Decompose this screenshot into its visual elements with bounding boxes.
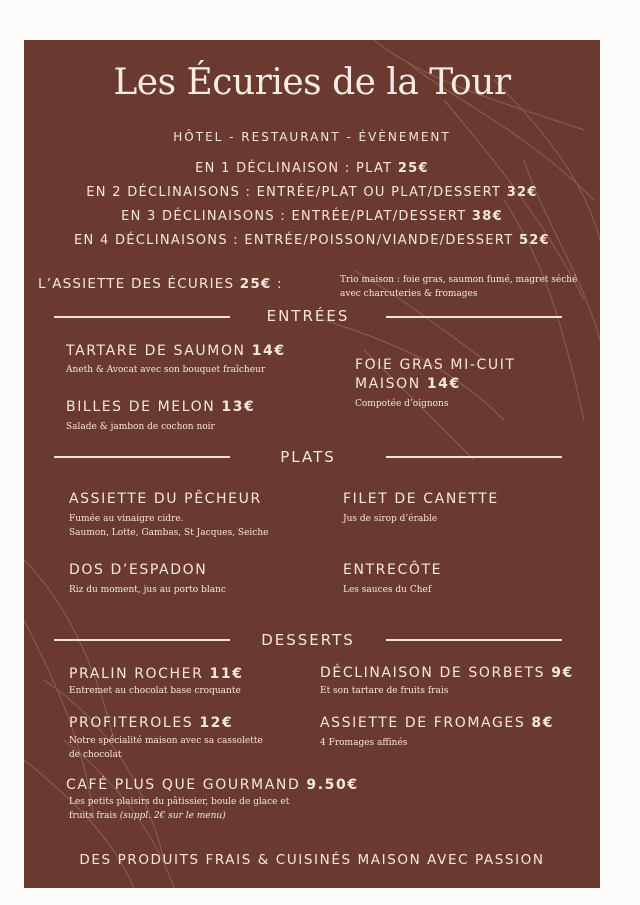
item-assiette-pecheur: ASSIETTE DU PÊCHEUR: [69, 491, 262, 507]
footer-tagline: DES PRODUITS FRAIS & CUISINÉS MAISON AVEC PASSION: [79, 852, 545, 868]
section-desserts: DESSERTS: [261, 631, 355, 649]
divider-left: [54, 316, 230, 318]
item-desc: 4 Fromages affinés: [320, 738, 408, 748]
item-foie-gras-line2: MAISON 14€: [355, 376, 461, 392]
assiette-desc: Trio maison : foie gras, saumon fumé, magret séché avec charcuteries & fromages: [340, 275, 578, 299]
item-filet-canette: FILET DE CANETTE: [343, 491, 499, 507]
item-desc: Compotée d’oignons: [355, 399, 449, 409]
item-desc: Les petits plaisirs du pâtissier, boule de glace et: [69, 797, 290, 807]
divider-right: [386, 456, 562, 458]
item-desc: Jus de sirop d’érable: [343, 514, 438, 524]
divider-right: [386, 316, 562, 318]
item-desc: Riz du moment, jus au porto blanc: [69, 585, 226, 595]
item-tartare-saumon: TARTARE DE SAUMON 14€: [66, 343, 286, 359]
item-profiteroles: PROFITEROLES 12€: [69, 715, 234, 731]
menu-card: [24, 40, 600, 888]
item-desc: Les sauces du Chef: [343, 585, 432, 595]
item-billes-melon: BILLES DE MELON 13€: [66, 399, 256, 415]
item-entrecote: ENTRECÔTE: [343, 562, 443, 578]
formula-4: EN 4 DÉCLINAISONS : ENTRÉE/POISSON/VIANDE/DESSERT 52€: [74, 233, 550, 248]
item-fromages: ASSIETTE DE FROMAGES 8€: [320, 715, 555, 731]
item-pralin-rocher: PRALIN ROCHER 11€: [69, 666, 244, 682]
item-cafe-gourmand: CAFÉ PLUS QUE GOURMAND 9.50€: [66, 777, 359, 793]
item-desc: Entremet au chocolat base croquante: [69, 686, 241, 696]
item-foie-gras-line1: FOIE GRAS MI-CUIT: [355, 357, 516, 373]
formula-3: EN 3 DÉCLINAISONS : ENTRÉE/PLAT/DESSERT 38€: [121, 209, 503, 224]
section-plats: PLATS: [280, 448, 336, 466]
formula-2: EN 2 DÉCLINAISONS : ENTRÉE/PLAT OU PLAT/DESSERT 32€: [86, 185, 538, 200]
item-desc: Salade & jambon de cochon noir: [66, 422, 215, 432]
divider-right: [386, 639, 562, 641]
item-desc: Aneth & Avocat avec son bouquet fraîcheur: [66, 365, 266, 375]
section-entrees: ENTRÉES: [266, 307, 350, 325]
formula-1: EN 1 DÉCLINAISON : PLAT 25€: [195, 161, 429, 176]
subtitle: HÔTEL - RESTAURANT - ÉVÈNEMENT: [173, 130, 451, 144]
item-desc: Notre spécialité maison avec sa cassolette de chocolat: [69, 736, 263, 760]
divider-left: [54, 639, 230, 641]
item-desc: Et son tartare de fruits frais: [320, 686, 449, 696]
item-dos-espadon: DOS D’ESPADON: [69, 562, 208, 578]
assiette-title: L’ASSIETTE DES ÉCURIES 25€ :: [38, 276, 283, 292]
item-desc: fruits frais (suppl. 2€ sur le menu): [69, 811, 226, 821]
item-desc: Saumon, Lotte, Gambas, St Jacques, Seiche: [69, 528, 269, 538]
restaurant-title: Les Écuries de la Tour: [113, 62, 511, 103]
item-sorbets: DÉCLINAISON DE SORBETS 9€: [320, 665, 574, 681]
item-desc: Fumée au vinaigre cidre.: [69, 514, 184, 524]
divider-left: [54, 456, 230, 458]
